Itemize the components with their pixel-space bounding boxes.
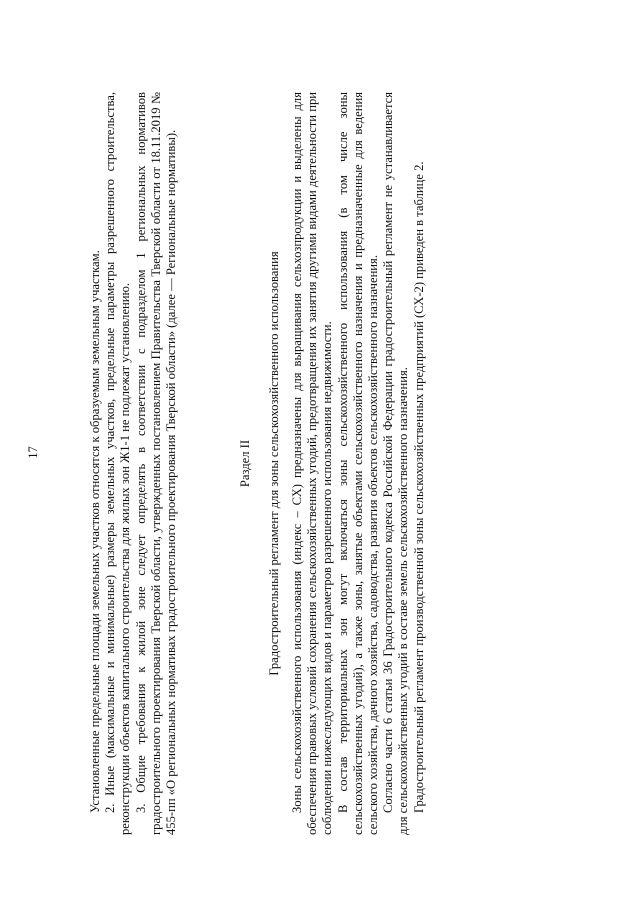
section-heading [238,92,282,835]
paragraph-other-sizes: 2. Иные (максимальные и минимальные) размеры земельных участков, предельные параметры разрешенного строительства, реконструкции объектов капитального строительства для жилых зон Ж1-1 не подлежат установлению. [103,92,133,835]
paragraph-plot-areas: Установленные предельные площади земельных участков относятся к образуемым земельным участкам. [88,250,102,813]
page-number: 17 [26,446,40,459]
paragraph-zone-composition: В состав территориальных зон могут включаться зоны сельскохозяйственного использования (в том числе зоны сельскохозяйственных угодий), а также зоны, занятые объектами сельскохозяйственного назначения и предназначенные для ведения сельского хозяйства, дачного хозяйства, садоводства, развития объектов сельскохозяйственного назначения. [335,92,381,835]
paragraph-general-requirements: 3. Общие требования к жилой зоне следует определять в соответствии с подразделом 1 региональных нормативов градостроительного проектирования Тверской области, утвержденных постановлением Правительства Тверской области от 18.11.2019 № 455-пп «О региональных нормативах градостроительного проектирования Тверской области» (далее — Региональные нормативы). [133,92,179,835]
bottom-text-block [290,92,427,835]
paragraph-agricultural-zones: Зоны сельскохозяйственного использования (индекс – СХ) предназначены для выращивания сельхозпродукции и выделены для обеспечения правовых условий сохранения сельскохозяйственных угодий, предотвращения их занятия другими видами деятельности при соблюдении нижеследующих видов и параметров разрешенного использования недвижимости. [290,92,335,835]
paragraph-code-reference: Согласно части 6 статьи 36 Градостроительного кодекса Российской Федерации градостроительный регламент не устанавливается для сельскохозяйственных угодий в составе земель сельскохозяйственного назначения. [381,92,411,835]
top-text-block [88,92,179,835]
paragraph-table-reference: Градостроительный регламент производственной зоны сельскохозяйственных предприятий (СХ-2) приведен в таблице 2. [411,161,426,813]
section-title: Раздел II [238,439,252,488]
section-subtitle: Градостроительный регламент для зоны сельскохозяйственного использования [267,251,282,676]
